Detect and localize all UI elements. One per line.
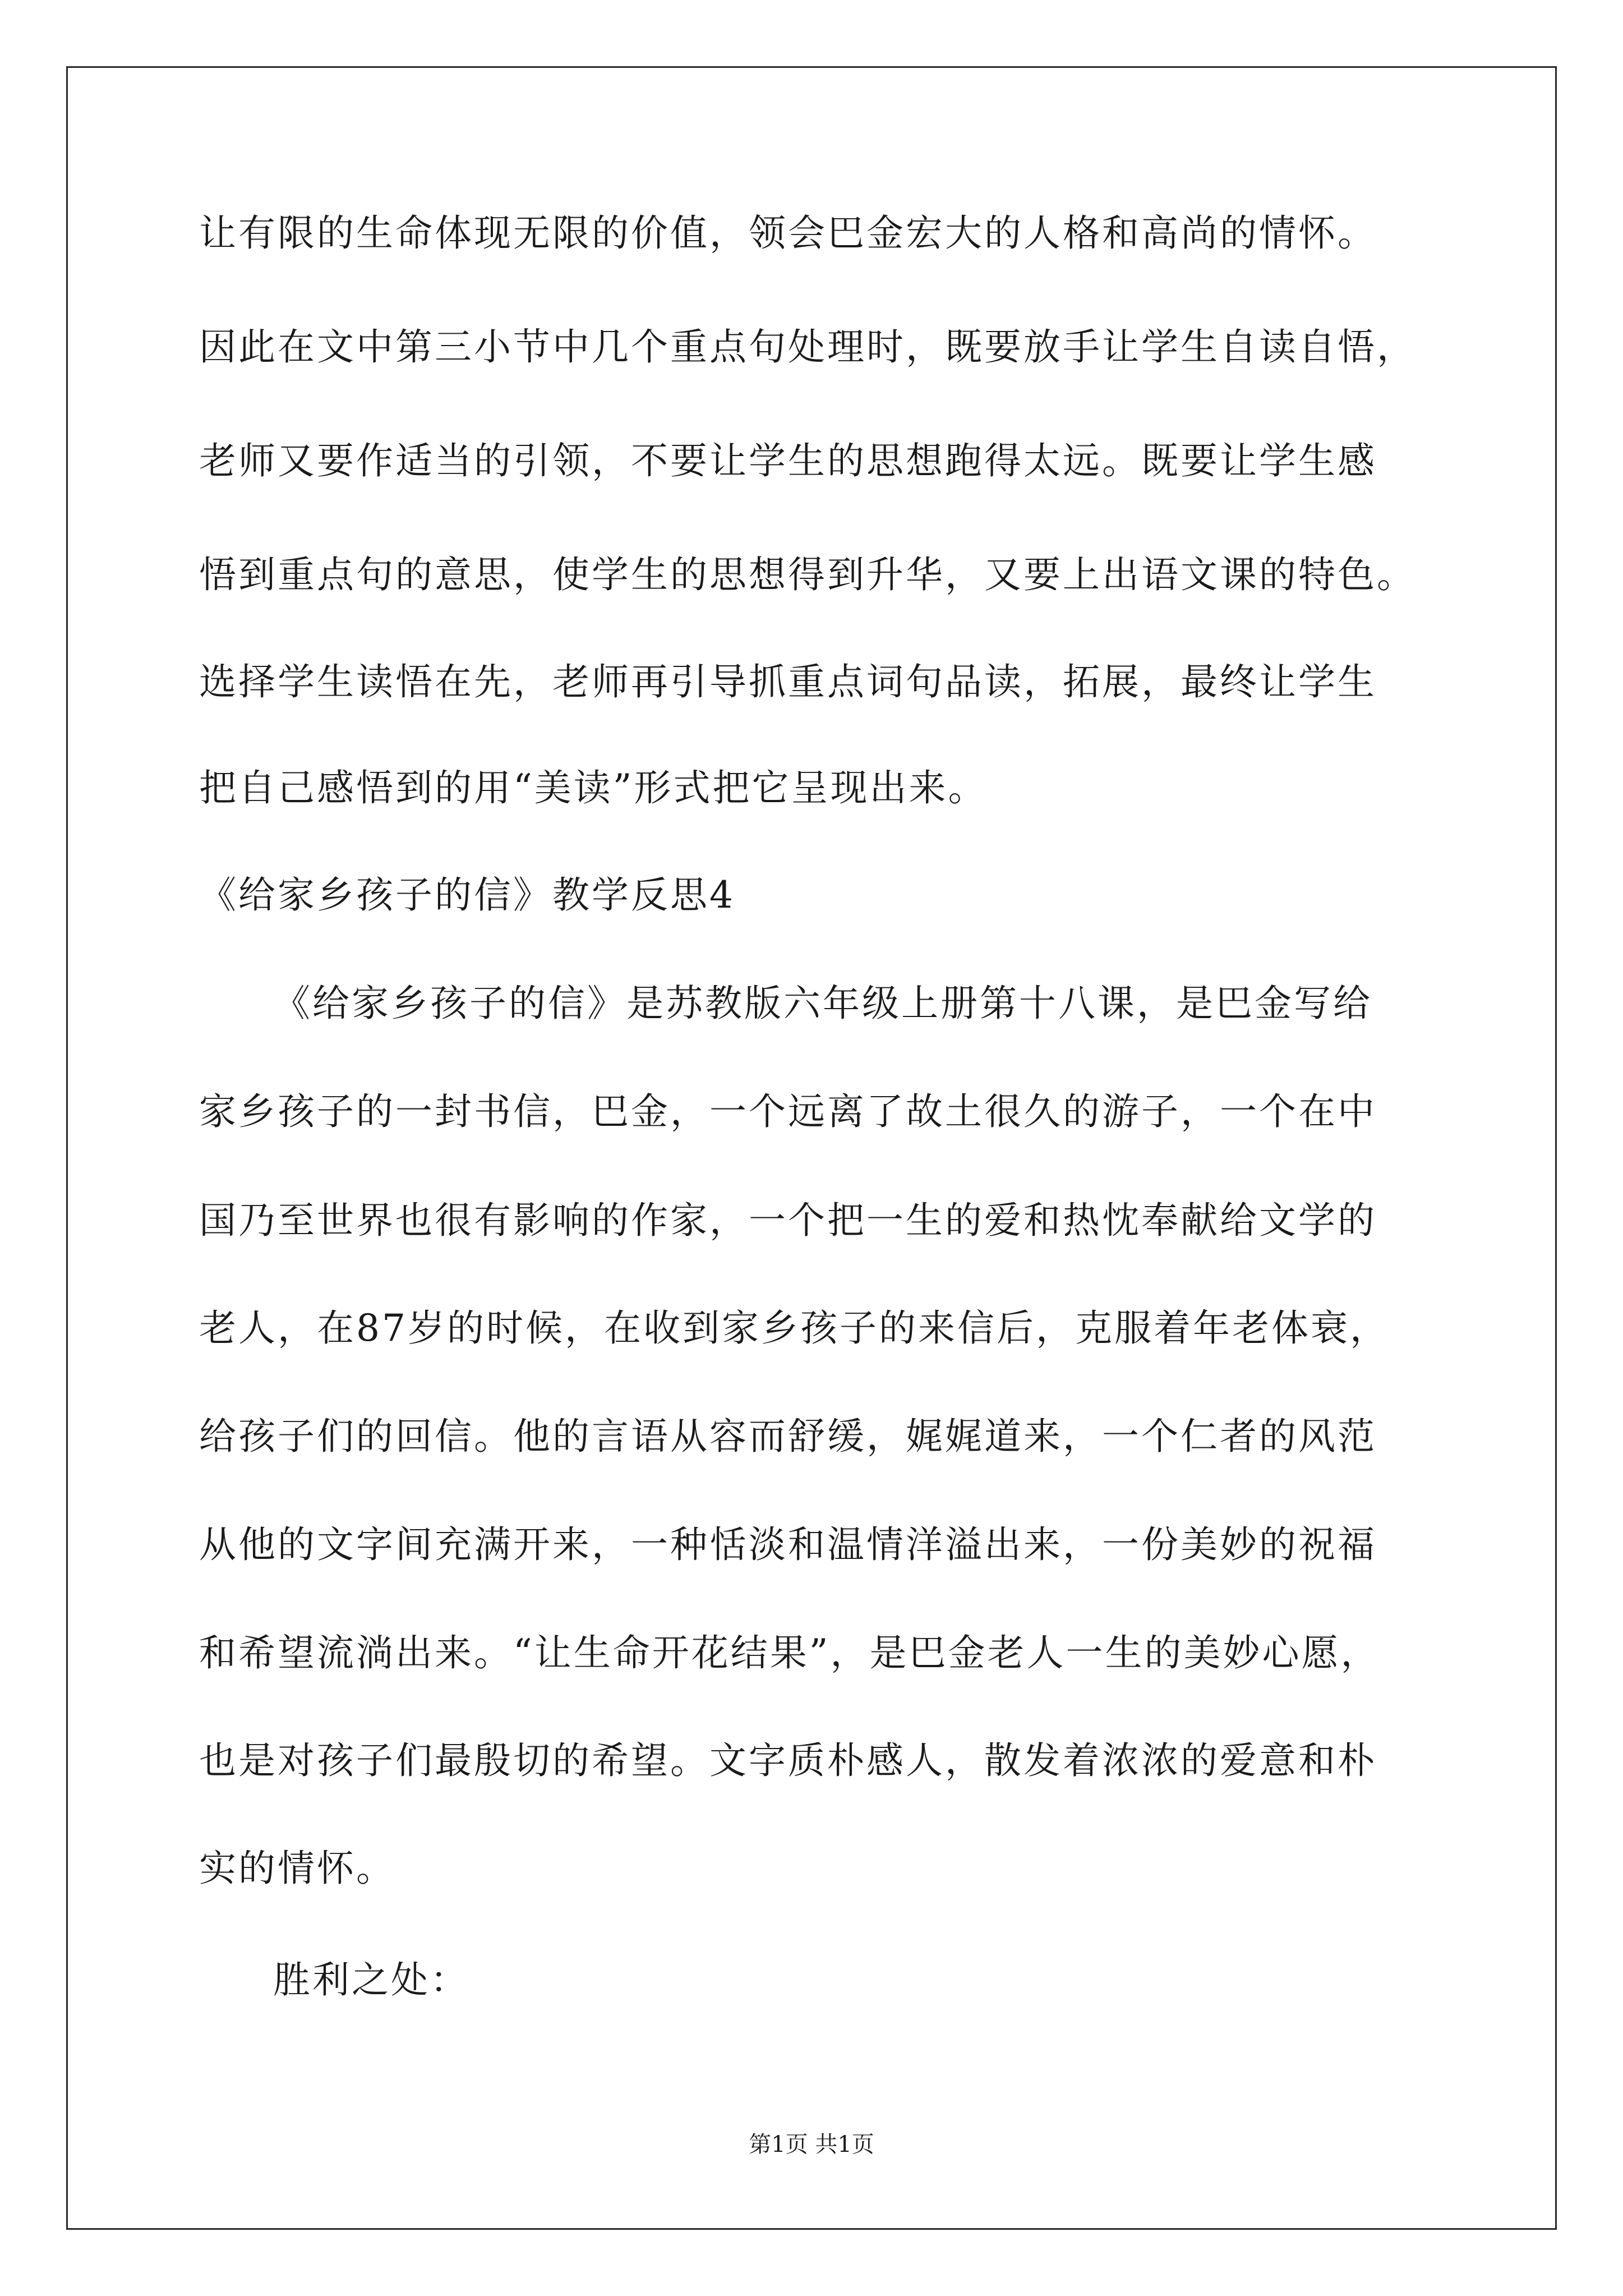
text-line: 让有限的生命体现无限的价值，领会巴金宏大的人格和高尚的情怀。: [199, 211, 1377, 255]
text-line: 老师又要作适当的引领，不要让学生的思想跑得太远。既要让学生感: [199, 439, 1377, 482]
text-line: 因此在文中第三小节中几个重点句处理时，既要放手让学生自读自悟，: [199, 325, 1416, 369]
page-border: [66, 66, 1557, 2230]
paragraph-line: 老人，在87岁的时候，在收到家乡孩子的来信后，克服着年老体衰，: [199, 1306, 1389, 1350]
paragraph-line: 给孩子们的回信。他的言语从容而舒缓，娓娓道来，一个仁者的风范: [199, 1415, 1377, 1458]
section-heading: 《给家乡孩子的信》教学反思4: [199, 873, 735, 917]
paragraph-line: 国乃至世界也很有影响的作家，一个把一生的爱和热忱奉献给文学的: [199, 1199, 1377, 1242]
paragraph-line: 和希望流淌出来。“让生命开花结果”，是巴金老人一生的美妙心愿，: [199, 1631, 1380, 1674]
text-line: 选择学生读悟在先，老师再引导抓重点词句品读，拓展，最终让学生: [199, 660, 1377, 703]
text-line: 悟到重点句的意思，使学生的思想得到升华，又要上出语文课的特色。: [199, 553, 1416, 596]
page-footer: 第1页 共1页: [749, 2132, 874, 2157]
paragraph-line: 《给家乡孩子的信》是苏教版六年级上册第十八课，是巴金写给: [273, 982, 1372, 1025]
paragraph-line: 家乡孩子的一封书信，巴金，一个远离了故土很久的游子，一个在中: [199, 1090, 1377, 1133]
paragraph-line: 从他的文字间充满开来，一种恬淡和温情洋溢出来，一份美妙的祝福: [199, 1523, 1377, 1566]
paragraph-line: 实的情怀。: [199, 1847, 395, 1890]
text-line: 把自己感悟到的用“美读”形式把它呈现出来。: [199, 766, 988, 809]
subheading: 胜利之处：: [273, 1958, 469, 2001]
paragraph-line: 也是对孩子们最殷切的希望。文字质朴感人，散发着浓浓的爱意和朴: [199, 1739, 1377, 1782]
